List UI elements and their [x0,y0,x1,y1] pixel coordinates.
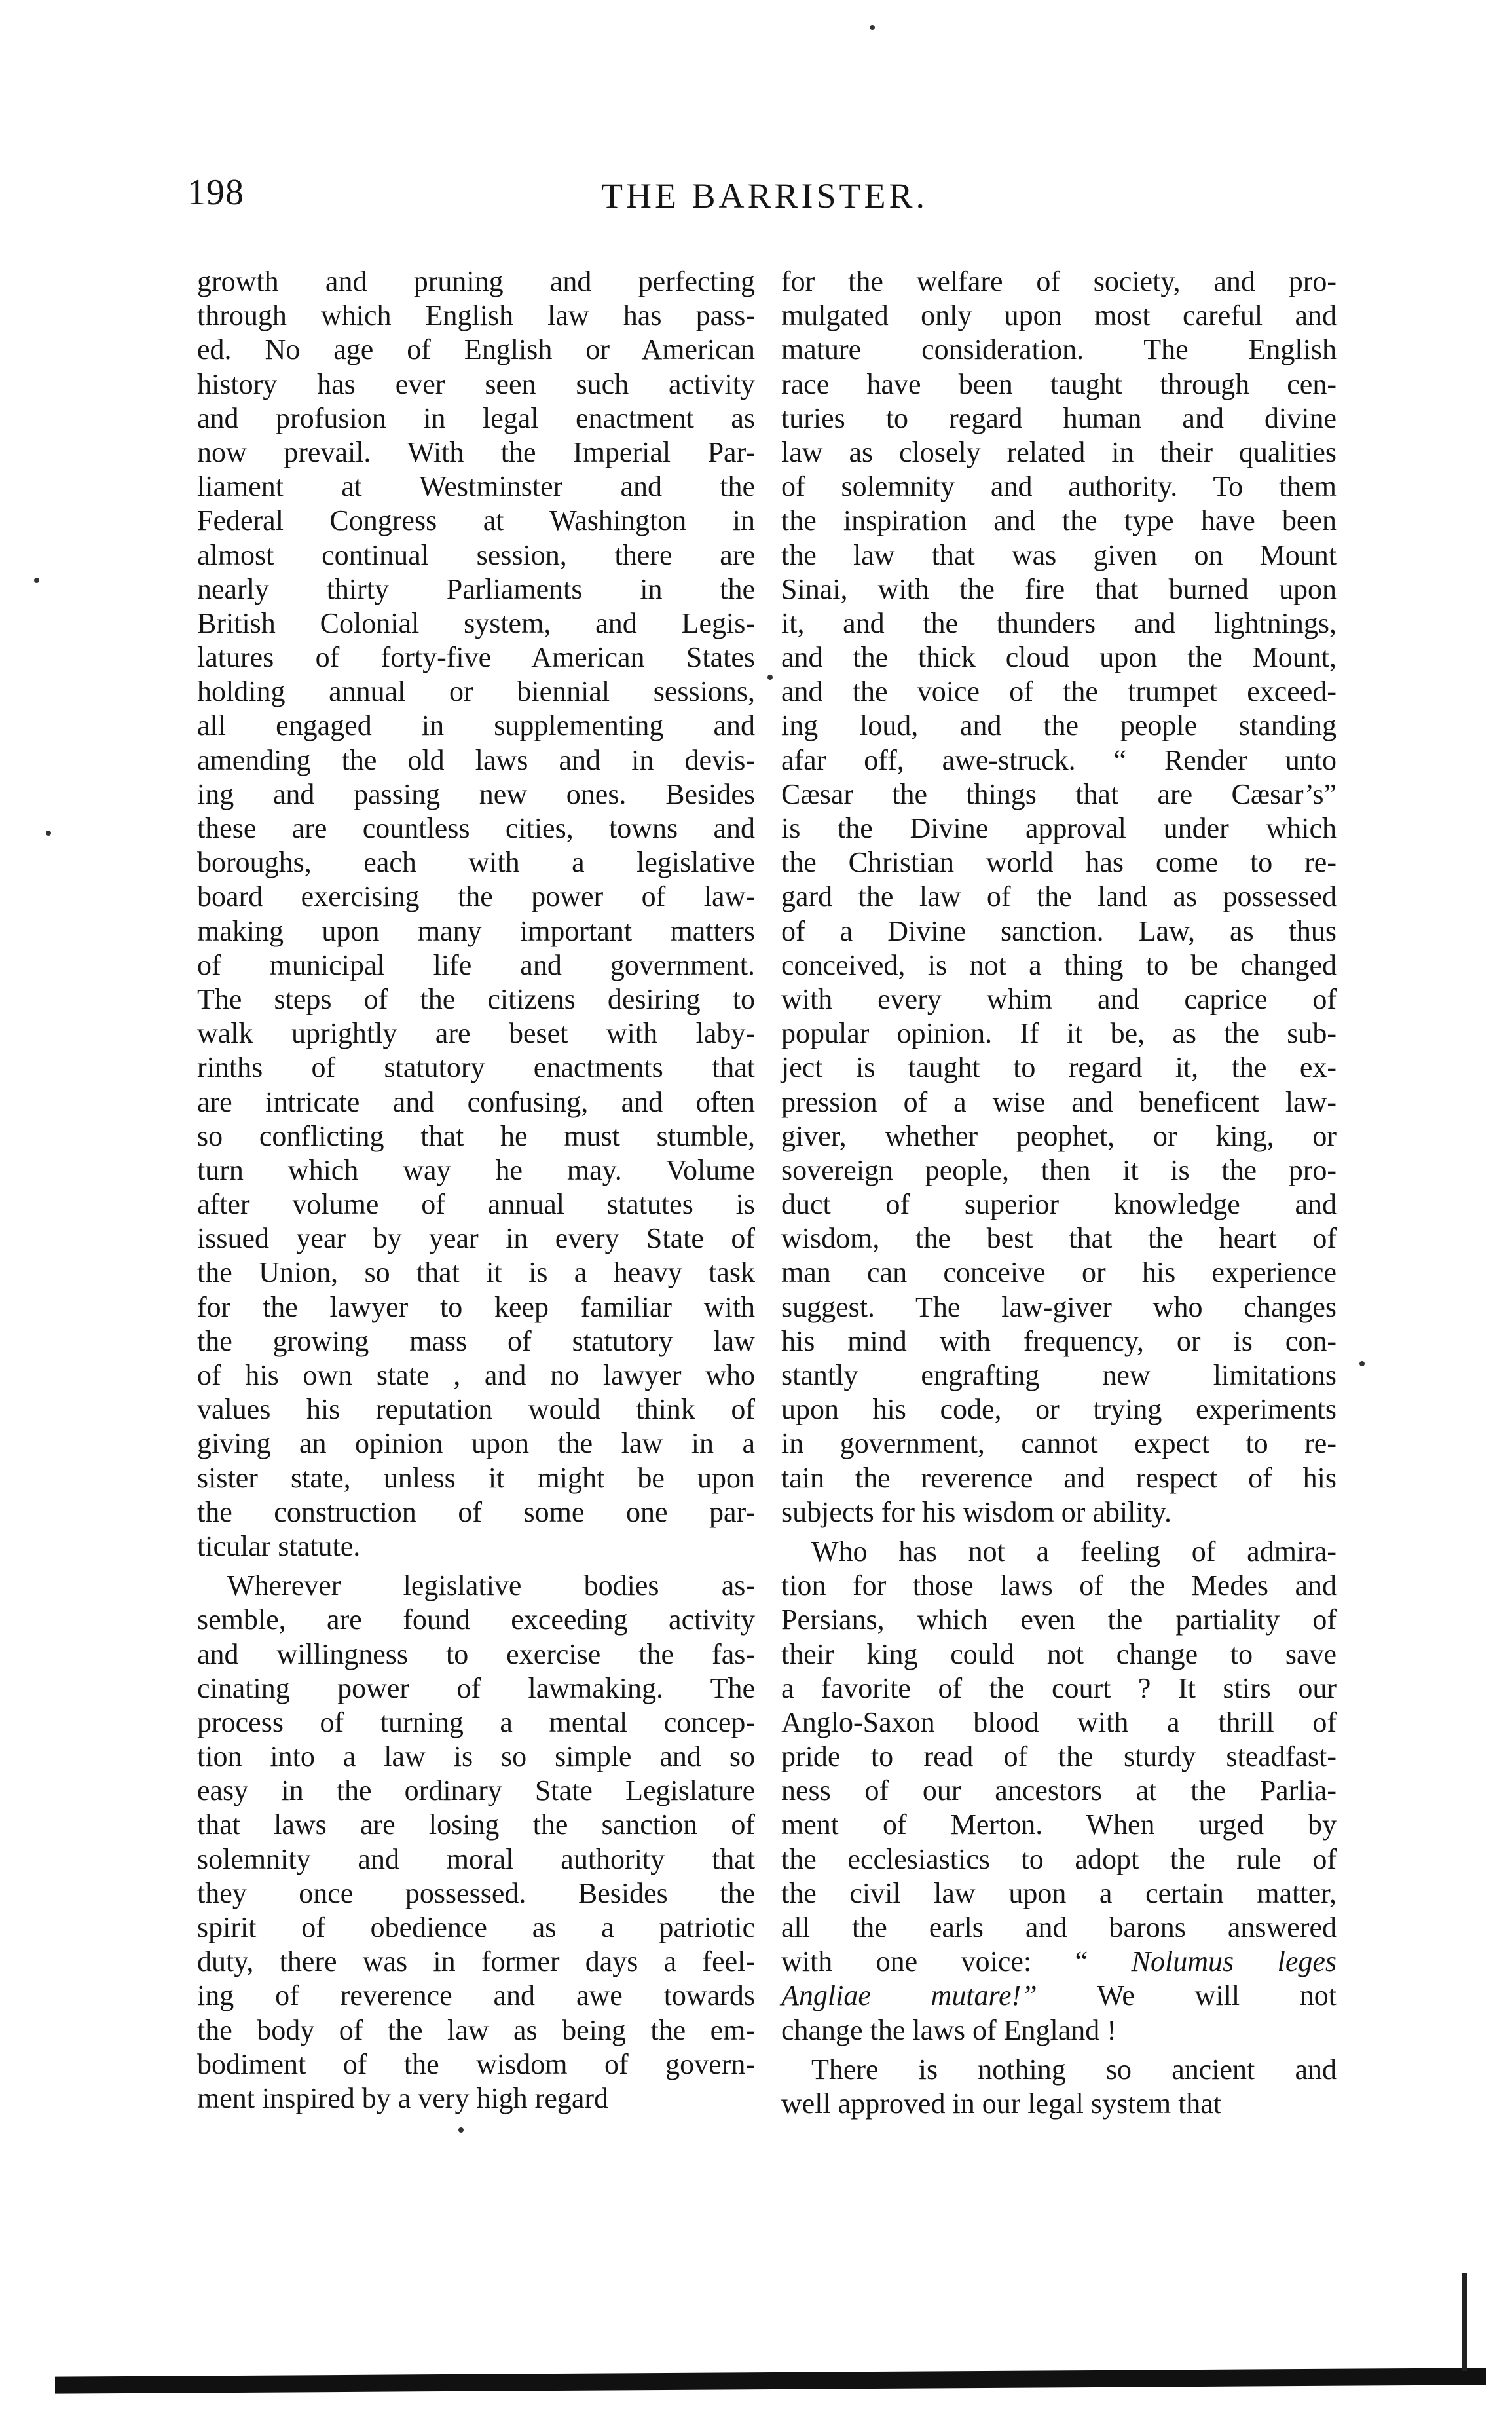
text-line: are intricate and confusing, and often [197,1085,755,1118]
text-line: change the laws of England ! [781,2013,1116,2046]
text-line: cinating power of lawmaking. The [197,1672,755,1704]
page-edge-rule [55,2368,1486,2393]
text-line: pride to read of the sturdy steadfast- [781,1740,1337,1773]
text-line: for the welfare of society, and pro- [781,265,1337,297]
text-line: and willingness to exercise the fas- [197,1637,755,1670]
text-line: tion for those laws of the Medes and [781,1569,1337,1602]
text-line: subjects for his wisdom or ability. [781,1495,1171,1528]
text-line: history has ever seen such activity [197,367,755,400]
text-line: duty, there was in former days a feel- [197,1945,755,1978]
text-line: ed. No age of English or American [197,333,755,366]
text-line: with one voice: “ Nolumus leges [781,1945,1337,1978]
text-line: sovereign people, then it is the pro- [781,1153,1337,1186]
text-line: amending the old laws and in devis- [197,743,755,776]
text-line: they once possessed. Besides the [197,1877,755,1909]
page-edge-mark [1462,2273,1467,2371]
text-line: stantly engrafting new limitations [781,1359,1337,1391]
text-line: wisdom, the best that the heart of [781,1222,1337,1255]
text-line: process of turning a mental concep- [197,1706,755,1738]
text-line: afar off, awe-struck. “ Render unto [781,743,1337,776]
text-line: duct of superior knowledge and [781,1188,1337,1221]
text-line: ing of reverence and awe towards [197,1979,755,2012]
text-line: gard the law of the land as possessed [781,880,1337,913]
text-line: ness of our ancestors at the Parlia- [781,1774,1337,1807]
text-line: turies to regard human and divine [781,402,1337,434]
text-line: it, and the thunders and lightnings, [781,607,1337,639]
text-line: Anglo-Saxon blood with a thrill of [781,1706,1337,1738]
text-line: semble, are found exceeding activity [197,1603,755,1636]
text-line: values his reputation would think of [197,1393,755,1426]
text-line: giver, whether peophet, or king, or [781,1119,1337,1152]
text-line: of municipal life and government. [197,948,755,981]
text-line: growth and pruning and perfecting [197,265,755,297]
text-line: There is nothing so ancient and [811,2053,1337,2086]
text-line: law as closely related in their qualities [781,436,1337,468]
text-line: mature consideration. The English [781,333,1337,366]
text-line: the ecclesiastics to adopt the rule of [781,1842,1337,1875]
print-speck [870,25,875,30]
text-line: Sinai, with the fire that burned upon [781,572,1337,605]
text-line: tion into a law is so simple and so [197,1740,755,1773]
text-line: ing and passing new ones. Besides [197,777,755,810]
text-line: The steps of the citizens desiring to [197,982,755,1015]
text-line: liament at Westminster and the [197,470,755,503]
text-line: now prevail. With the Imperial Par- [197,436,755,468]
text-line: these are countless cities, towns and [197,812,755,844]
text-line: upon his code, or trying experiments [781,1393,1337,1426]
text-line: holding annual or biennial sessions, [197,675,755,708]
text-line: of solemnity and authority. To them [781,470,1337,503]
text-line: his mind with frequency, or is con- [781,1324,1337,1357]
text-line: after volume of annual statutes is [197,1188,755,1221]
text-line: rinths of statutory enactments that [197,1051,755,1084]
text-line: through which English law has pass- [197,299,755,332]
text-line: ject is taught to regard it, the ex- [781,1051,1337,1084]
text-line: and the thick cloud upon the Mount, [781,641,1337,674]
text-line: the law that was given on Mount [781,538,1337,571]
text-line: the body of the law as being the em- [197,2013,755,2046]
text-line: tain the reverence and respect of his [781,1461,1337,1494]
text-line: the Union, so that it is a heavy task [197,1256,755,1289]
text-line: Cæsar the things that are Cæsar’s” [781,777,1337,810]
text-line: easy in the ordinary State Legislature [197,1774,755,1807]
text-line: of a Divine sanction. Law, as thus [781,914,1337,947]
text-line: and the voice of the trumpet exceed- [781,675,1337,708]
text-line: the inspiration and the type have been [781,504,1337,537]
text-line: boroughs, each with a legislative [197,846,755,879]
text-line: ticular statute. [197,1529,361,1562]
left-column [197,265,755,2116]
text-line: popular opinion. If it be, as the sub- [781,1017,1337,1050]
text-line: giving an opinion upon the law in a [197,1427,755,1460]
text-line: almost continual session, there are [197,538,755,571]
text-line: Who has not a feeling of admira- [811,1535,1337,1567]
text-line: so conflicting that he must stumble, [197,1119,755,1152]
right-column [781,265,1337,2121]
text-line: latures of forty-five American States [197,641,755,674]
text-line: for the lawyer to keep familiar with [197,1290,755,1323]
text-line: all the earls and barons answered [781,1911,1337,1943]
text-line: a favorite of the court ? It stirs our [781,1672,1337,1704]
text-line: turn which way he may. Volume [197,1153,755,1186]
text-line: British Colonial system, and Legis- [197,607,755,639]
text-line: their king could not change to save [781,1637,1337,1670]
text-line: the Christian world has come to re- [781,846,1337,879]
print-speck [767,675,773,680]
text-line: Angliae mutare!” We will not [781,1979,1337,2012]
text-line: well approved in our legal system that [781,2087,1222,2120]
text-line: pression of a wise and beneficent law- [781,1085,1337,1118]
text-line: man can conceive or his experience [781,1256,1337,1289]
print-speck [46,831,51,836]
text-line: ment of Merton. When urged by [781,1808,1337,1841]
text-line: ing loud, and the people standing [781,709,1337,742]
text-line: race have been taught through cen- [781,367,1337,400]
text-line: making upon many important matters [197,914,755,947]
text-line: the growing mass of statutory law [197,1324,755,1357]
text-line: Federal Congress at Washington in [197,504,755,537]
text-line: Wherever legislative bodies as- [227,1569,755,1602]
print-speck [34,578,39,583]
text-line: suggest. The law-giver who changes [781,1290,1337,1323]
text-line: solemnity and moral authority that [197,1842,755,1875]
text-line: mulgated only upon most careful and [781,299,1337,332]
text-line: is the Divine approval under which [781,812,1337,844]
text-line: the construction of some one par- [197,1495,755,1528]
text-line: Persians, which even the partiality of [781,1603,1337,1636]
text-line: conceived, is not a thing to be changed [781,948,1337,981]
text-line: spirit of obedience as a patriotic [197,1911,755,1943]
text-line: issued year by year in every State of [197,1222,755,1255]
text-line: walk uprightly are beset with laby- [197,1017,755,1050]
text-line: the civil law upon a certain matter, [781,1877,1337,1909]
text-line: of his own state , and no lawyer who [197,1359,755,1391]
text-line: bodiment of the wisdom of govern- [197,2048,755,2080]
text-line: board exercising the power of law- [197,880,755,913]
text-line: in government, cannot expect to re- [781,1427,1337,1460]
print-speck [1359,1361,1365,1366]
text-line: and profusion in legal enactment as [197,402,755,434]
text-line: that laws are losing the sanction of [197,1808,755,1841]
text-line: with every whim and caprice of [781,982,1337,1015]
print-speck [458,2127,464,2133]
text-line: all engaged in supplementing and [197,709,755,742]
text-line: nearly thirty Parliaments in the [197,572,755,605]
text-line: sister state, unless it might be upon [197,1461,755,1494]
text-line: ment inspired by a very high regard [197,2082,609,2114]
page-number: 198 [187,172,244,213]
running-title: THE BARRISTER. [601,176,929,215]
